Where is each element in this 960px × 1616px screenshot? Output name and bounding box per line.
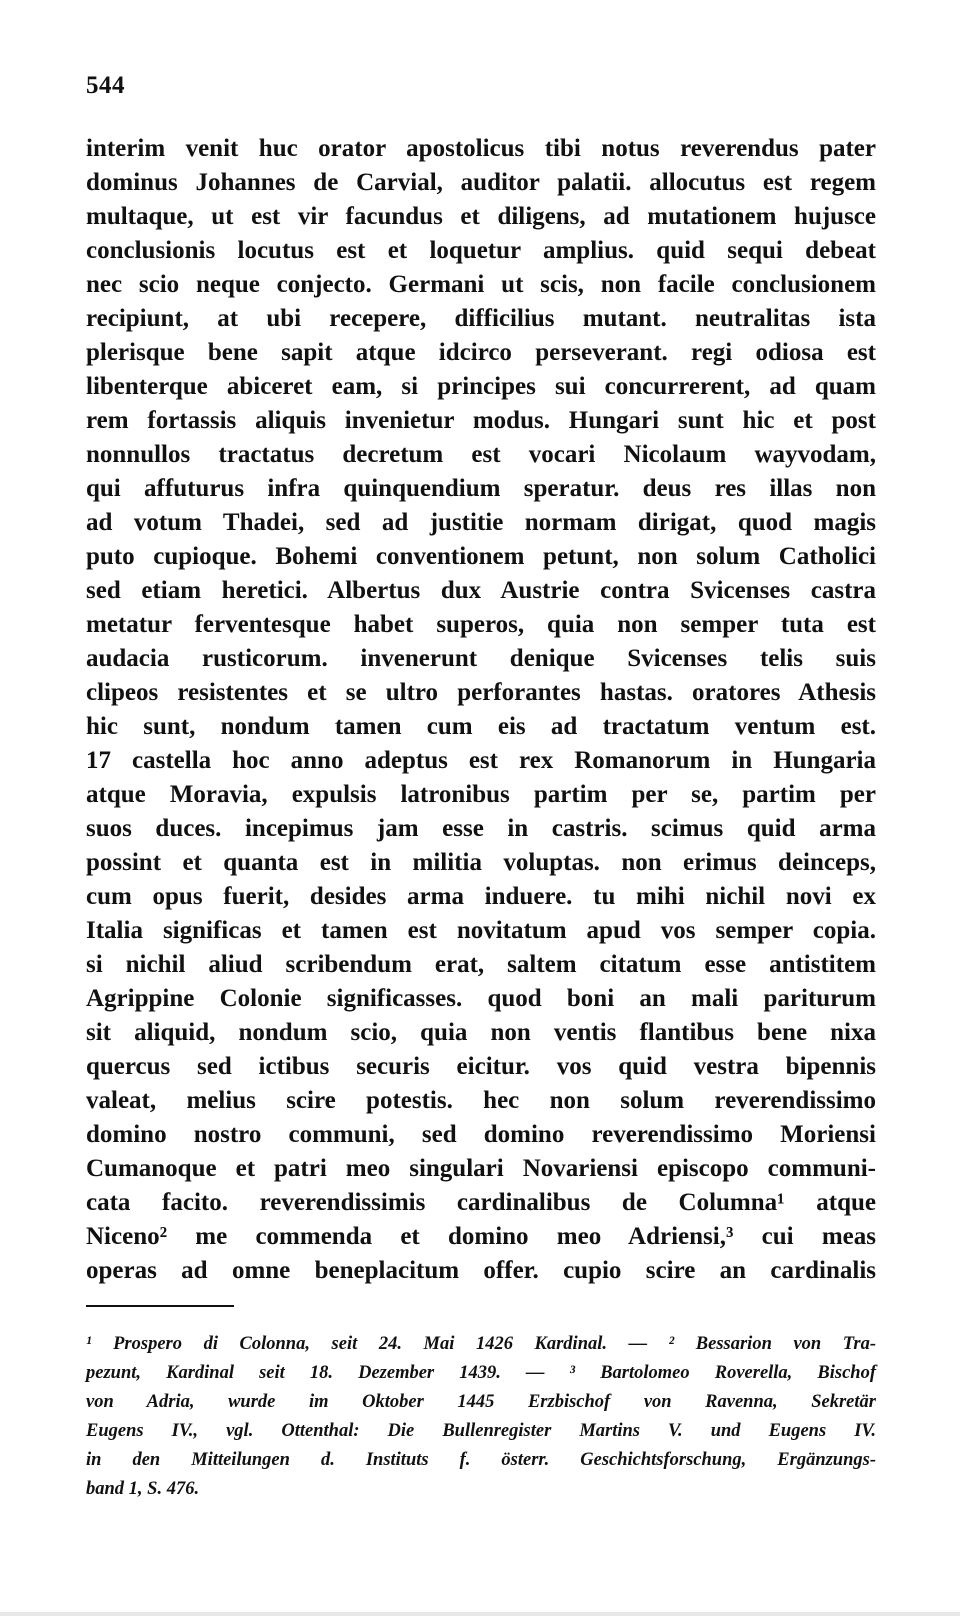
text-line: rem fortassis aliquis invenietur modus. Hungari sunt hic et post [86,407,876,434]
text-line: dominus Johannes de Carvial, auditor palatii. allocutus est regem [86,169,876,196]
text-line: operas ad omne beneplacitum offer. cupio scire an cardinalis [86,1257,876,1284]
text-line: plerisque bene sapit atque idcirco perseverant. regi odiosa est [86,339,876,366]
text-line: nonnullos tractatus decretum est vocari Nicolaum wayvodam, [86,441,876,468]
text-line: interim venit huc orator apostolicus tibi notus reverendus pater [86,135,876,162]
footnote-line: von Adria, wurde im Oktober 1445 Erzbischof von Ravenna, Sekretär [86,1392,876,1412]
footnote-line: pezunt, Kardinal seit 18. Dezember 1439. — ³ Bartolomeo Roverella, Bischof [86,1363,876,1383]
page-number: 544 [86,72,125,99]
text-line: possint et quanta est in militia voluptas. non erimus deinceps, [86,849,876,876]
footnote-line: in den Mitteilungen d. Instituts f. österr. Geschichtsforschung, Ergänzungs- [86,1450,876,1470]
text-line: suos duces. incepimus jam esse in castris. scimus quid arma [86,815,876,842]
text-line: 17 castella hoc anno adeptus est rex Romanorum in Hungaria [86,747,876,774]
text-line: puto cupioque. Bohemi conventionem petunt, non solum Catholici [86,543,876,570]
text-line: quercus sed ictibus securis eicitur. vos quid vestra bipennis [86,1053,876,1080]
text-line: Niceno² me commenda et domino meo Adriensi,³ cui meas [86,1223,876,1250]
text-line: nec scio neque conjecto. Germani ut scis, non facile conclusionem [86,271,876,298]
text-line: cum opus fuerit, desides arma induere. tu mihi nichil novi ex [86,883,876,910]
text-line: qui affuturus infra quinquendium speratur. deus res illas non [86,475,876,502]
footnote-line: band 1, S. 476. [86,1479,200,1499]
text-line: domino nostro communi, sed domino reverendissimo Moriensi [86,1121,876,1148]
footnote-divider [86,1305,234,1307]
text-line: atque Moravia, expulsis latronibus partim per se, partim per [86,781,876,808]
text-line: audacia rusticorum. invenerunt denique Svicenses telis suis [86,645,876,672]
main-text-block [86,132,876,1288]
text-line: sit aliquid, nondum scio, quia non ventis flantibus bene nixa [86,1019,876,1046]
text-line: multaque, ut est vir facundus et diligens, ad mutationem hujusce [86,203,876,230]
text-line: recipiunt, at ubi recepere, difficilius mutant. neutralitas ista [86,305,876,332]
text-line: Italia significas et tamen est novitatum apud vos semper copia. [86,917,876,944]
text-line: Agrippine Colonie significasses. quod boni an mali pariturum [86,985,876,1012]
text-line: ad votum Thadei, sed ad justitie normam dirigat, quod magis [86,509,876,536]
text-line: libenterque abiceret eam, si principes sui concurrerent, ad quam [86,373,876,400]
text-line: clipeos resistentes et se ultro perforantes hastas. oratores Athesis [86,679,876,706]
text-line: sed etiam heretici. Albertus dux Austrie contra Svicenses castra [86,577,876,604]
text-line: valeat, melius scire potestis. hec non solum reverendissimo [86,1087,876,1114]
text-line: si nichil aliud scribendum erat, saltem citatum esse antistitem [86,951,876,978]
text-line: conclusionis locutus est et loquetur amplius. quid sequi debeat [86,237,876,264]
footnote-line: Eugens IV., vgl. Ottenthal: Die Bullenregister Martins V. und Eugens IV. [86,1421,876,1441]
text-line: hic sunt, nondum tamen cum eis ad tractatum ventum est. [86,713,876,740]
footnotes-block [86,1330,876,1504]
text-line: Cumanoque et patri meo singulari Novariensi episcopo communi- [86,1155,876,1182]
page-bottom-edge [0,1612,960,1616]
footnote-line: ¹ Prospero di Colonna, seit 24. Mai 1426 Kardinal. — ² Bessarion von Tra- [86,1334,876,1354]
text-line: cata facito. reverendissimis cardinalibus de Columna¹ atque [86,1189,876,1216]
text-line: metatur ferventesque habet superos, quia non semper tuta est [86,611,876,638]
